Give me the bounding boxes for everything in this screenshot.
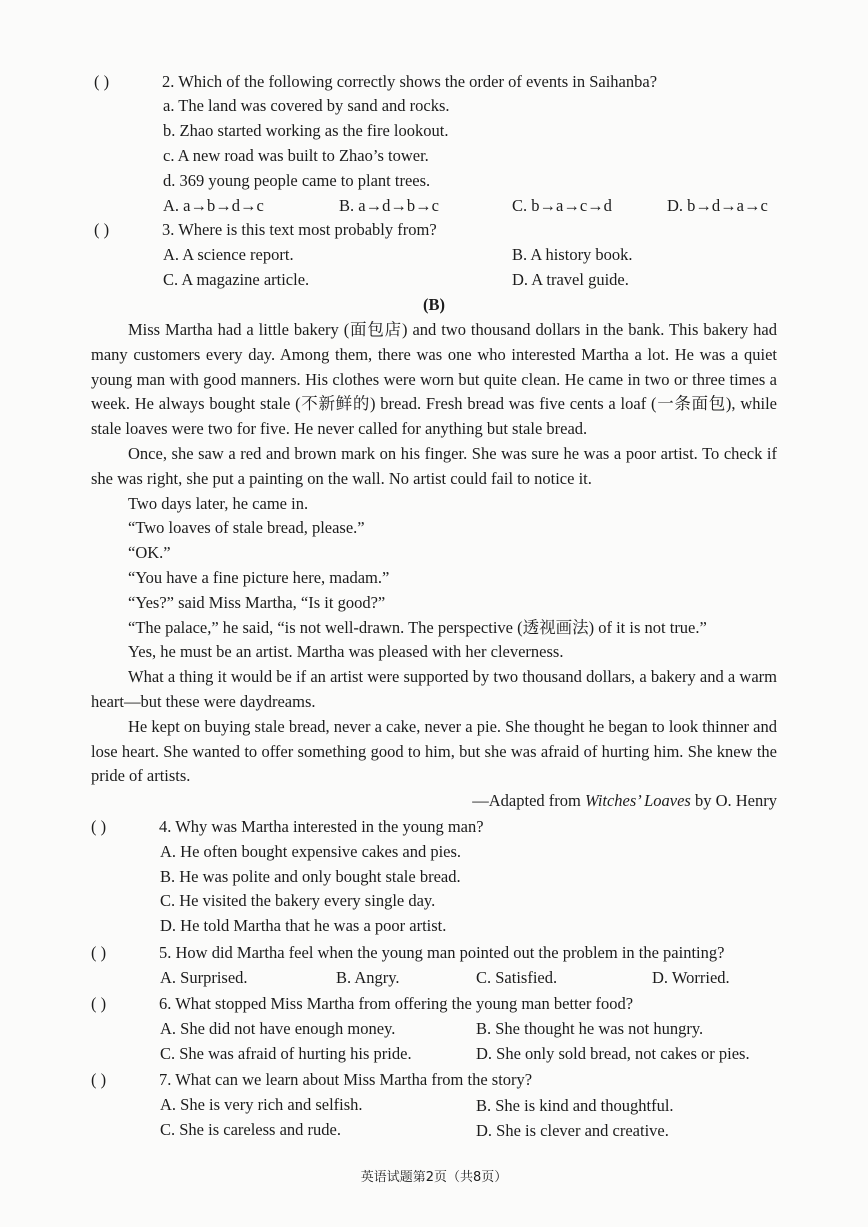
question-4	[91, 817, 484, 837]
choice-c: C. He visited the bakery every single day.	[160, 891, 436, 910]
passage-paragraph: “Two loaves of stale bread, please.”	[128, 518, 365, 538]
question-text: 6. What stopped Miss Martha from offering the young man better food?	[159, 994, 634, 1013]
passage-paragraph: Once, she saw a red and brown mark on his finger. She was sure he was a poor artist. To check if she was right, she put a painting on the wall. No artist could fail to notice it.	[91, 443, 777, 488]
answer-bracket[interactable]: ( )	[91, 943, 107, 962]
choice-b: B. A history book.	[512, 245, 633, 264]
event-a: a. The land was covered by sand and rocks.	[163, 96, 450, 115]
choice-d: D. She is clever and creative.	[476, 1121, 669, 1140]
passage-paragraph: Miss Martha had a little bakery (面包店) and two thousand dollars in the bank. This bakery had many customers every day. Among them, there was one who interested Martha a lot. He was a quiet young man with good manners. His clothes were worn but quite clean. He came in two or three times a week. He always bought stale (不新鲜的) bread. Fresh bread was five cents a loaf (一条面包), while stale loaves were two for five. He never called for anything but stale bread.	[91, 320, 777, 439]
answer-bracket[interactable]: ( )	[94, 220, 110, 239]
choice-b: B. Angry.	[336, 968, 400, 987]
choice-d: D. He told Martha that he was a poor artist.	[160, 916, 447, 935]
choice-d: D. Worried.	[652, 968, 730, 987]
answer-bracket[interactable]: ( )	[91, 994, 107, 1013]
question-text: 3. Where is this text most probably from?	[162, 220, 437, 239]
question-6	[91, 994, 633, 1014]
choice-a: A. She did not have enough money.	[160, 1019, 396, 1038]
choice-b: B. He was polite and only bought stale bread.	[160, 867, 461, 886]
passage-paragraph: Yes, he must be an artist. Martha was pleased with her cleverness.	[128, 642, 564, 662]
passage-paragraph: “Yes?” said Miss Martha, “Is it good?”	[128, 592, 386, 612]
choice-a: A. Surprised.	[160, 968, 248, 987]
choice-a: A. He often bought expensive cakes and pies.	[160, 842, 462, 861]
choice-a: A. A science report.	[163, 245, 294, 264]
choice-c: C. A magazine article.	[163, 270, 310, 289]
passage-paragraph: Two days later, he came in.	[128, 493, 309, 513]
passage-paragraph: “You have a fine picture here, madam.”	[128, 567, 390, 587]
choice-b: B. She is kind and thoughtful.	[476, 1096, 674, 1115]
question-7	[91, 1070, 532, 1090]
event-c: c. A new road was built to Zhao’s tower.	[163, 146, 429, 165]
passage-paragraph: “OK.”	[128, 543, 171, 563]
question-2	[94, 72, 657, 92]
passage-paragraph: He kept on buying stale bread, never a cake, never a pie. She thought he began to look thinner and lose heart. She wanted to offer something good to him, but she was afraid of hurting him. She knew the pride of artists.	[91, 716, 777, 786]
choice-c: C. Satisfied.	[476, 968, 558, 987]
section-heading: (B)	[423, 295, 445, 314]
page-footer: 英语试题第2页（共8页）	[360, 1170, 508, 1185]
source-attribution	[472, 791, 777, 811]
choice-d: D. A travel guide.	[512, 270, 629, 289]
source-title: Witches’ Loaves	[584, 791, 691, 810]
passage-paragraph: What a thing it would be if an artist were supported by two thousand dollars, a bakery and a warm heart—but these were daydreams.	[91, 667, 777, 711]
passage-paragraph: “The palace,” he said, “is not well-drawn. The perspective (透视画法) of it is not true.”	[128, 617, 707, 637]
question-text: 2. Which of the following correctly shows the order of events in Saihanba?	[162, 72, 658, 91]
choice-c: C. She is careless and rude.	[160, 1120, 341, 1139]
passage	[91, 318, 777, 789]
choice-b: B. a→d→b→c	[339, 196, 439, 215]
question-text: 7. What can we learn about Miss Martha from the story?	[159, 1070, 533, 1089]
answer-bracket[interactable]: ( )	[94, 72, 110, 91]
event-b: b. Zhao started working as the fire lookout.	[163, 121, 449, 140]
choice-a: A. She is very rich and selfish.	[160, 1095, 363, 1114]
question-text: 4. Why was Martha interested in the young man?	[159, 817, 484, 836]
question-3	[94, 220, 437, 240]
question-text: 5. How did Martha feel when the young man pointed out the problem in the painting?	[159, 943, 725, 962]
choice-c: C. She was afraid of hurting his pride.	[160, 1044, 412, 1063]
choice-a: A. a→b→d→c	[163, 196, 264, 215]
source-prefix: —Adapted from	[472, 791, 585, 810]
event-d: d. 369 young people came to plant trees.	[163, 171, 431, 190]
choice-d: D. She only sold bread, not cakes or pies.	[476, 1044, 750, 1063]
choice-c: C. b→a→c→d	[512, 196, 612, 215]
question-5	[91, 943, 724, 963]
source-suffix: by O. Henry	[690, 791, 777, 810]
choice-b: B. She thought he was not hungry.	[476, 1019, 704, 1038]
answer-bracket[interactable]: ( )	[91, 817, 107, 836]
answer-bracket[interactable]: ( )	[91, 1070, 107, 1089]
choice-d: D. b→d→a→c	[667, 196, 768, 215]
